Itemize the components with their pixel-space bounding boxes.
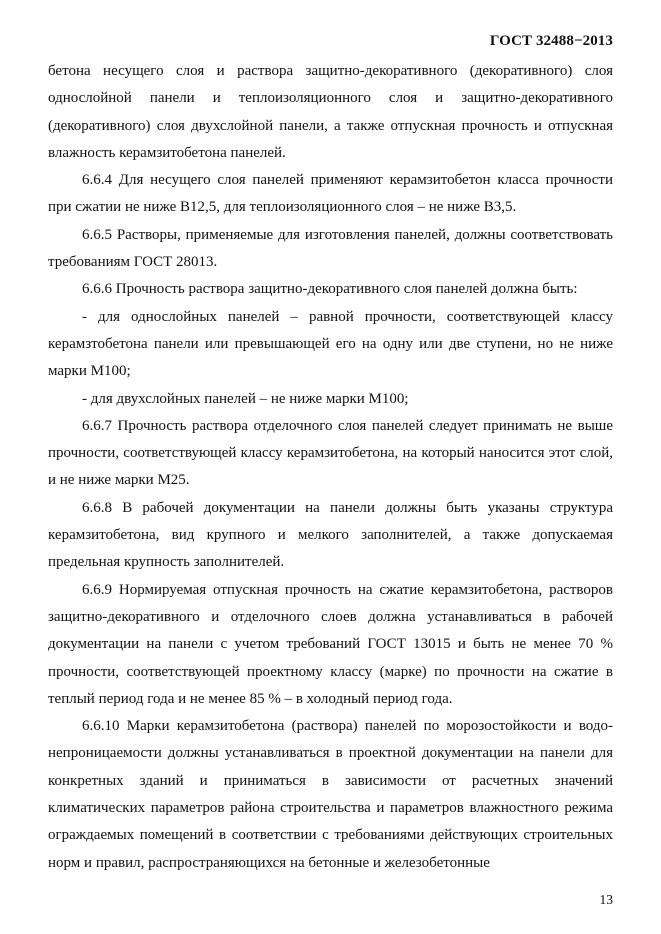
paragraph-6-6-8: 6.6.8 В рабочей документации на панели должны быть указаны структура керамзитобетона, вид крупного и мелкого заполнителей, а также допускаемая предельная крупность заполнителей. [48, 499, 613, 571]
paragraph-6-6-4: 6.6.4 Для несущего слоя панелей применяют керамзитобетон класса прочности при сжатии не ниже B12,5, для теплоизоляционного слоя – не ниже B3,5. [48, 172, 613, 216]
document-header: ГОСТ 32488−2013 [489, 33, 613, 49]
paragraph-6-6-9: 6.6.9 Нормируемая отпускная прочность на сжатие керамзитобетона, растворов защитно-декоративного и отделочного слоев должна устанавливаться в рабочей документации на панели с учетом требований ГОСТ 13015 и быть не менее 70 % прочности, соответствующей проектному классу (марке) по прочности на сжатие в теплый период года и не менее 85 % – в холодный период года. [48, 581, 613, 707]
list-item-two-layer: - для двухслойных панелей – не ниже марки М100; [82, 390, 409, 407]
paragraph-6-6-6: 6.6.6 Прочность раствора защитно-декоративного слоя панелей должна быть: [82, 281, 578, 298]
document-body [48, 58, 613, 877]
paragraph-6-6-10: 6.6.10 Марки керамзитобетона (раствора) панелей по морозостойкости и водонепроницаемости должны устанавливаться в проектной документации на панели для конкретных зданий и приниматься в зависимости от расчетных значений климатических параметров района строительства и параметров влажностного режима ограждаемых помещений в соответствии с требованиями действующих строительных норм и правил, распространяющихся на бетонные и железобетонные [48, 718, 613, 871]
paragraph-continuation: бетона несущего слоя и раствора защитно-декоративного (декоративного) слоя однослойной панели и теплоизоляционного слоя и защитно-декоративного (декоративного) слоя двухслойной панели, а также отпускная прочность и отпускная влажность керамзитобетона панелей. [48, 63, 613, 161]
paragraph-6-6-7: 6.6.7 Прочность раствора отделочного слоя панелей следует принимать не выше прочности, соответствующей классу керамзитобетона, на который наносится этот слой, и не ниже марки М25. [48, 417, 613, 489]
page-number: 13 [599, 892, 613, 907]
list-item-single-layer: - для однослойных панелей – равной прочности, соответствующей классу керамзтобетона панели или превышающей его на одну или две ступени, но не ниже марки М100; [48, 308, 613, 380]
paragraph-6-6-5: 6.6.5 Растворы, применяемые для изготовления панелей, должны соответствовать требованиям ГОСТ 28013. [48, 226, 613, 271]
